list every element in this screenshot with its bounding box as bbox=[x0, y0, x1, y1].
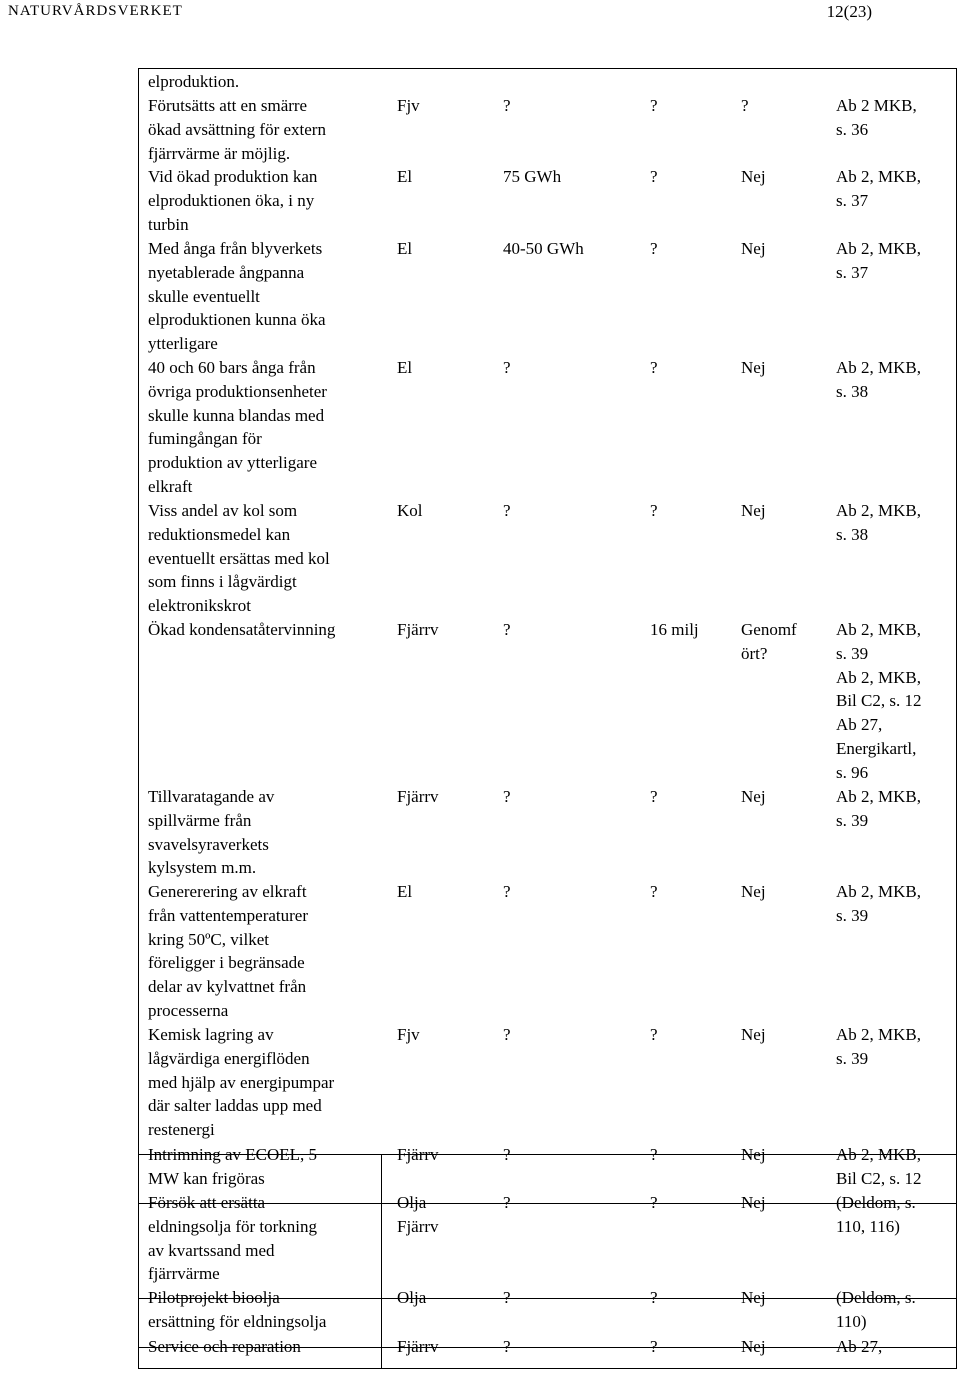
cell-measure: Viss andel av kol som bbox=[148, 501, 298, 520]
cell-ref: Energikartl, bbox=[836, 739, 917, 758]
cell-cost: 16 milj bbox=[650, 620, 699, 639]
cell-ref: s. 38 bbox=[836, 381, 869, 401]
cell-measure: skulle kunna blandas med bbox=[148, 405, 325, 425]
cell-cost: ? bbox=[650, 167, 658, 186]
cell-cost: ? bbox=[650, 1145, 658, 1164]
cell-amount: ? bbox=[503, 620, 511, 639]
cell-measure: som finns i lågvärdigt bbox=[148, 572, 297, 592]
cell-decided: Nej bbox=[741, 239, 766, 258]
cell-measure: nyetablerade ångpanna bbox=[148, 262, 305, 282]
cell-cost: ? bbox=[650, 358, 658, 377]
cell-measure: produktion av ytterligare bbox=[148, 453, 318, 473]
cell-measure: spillvärme från bbox=[148, 810, 252, 830]
cell-ref: Ab 2 MKB, bbox=[836, 96, 917, 115]
cell-measure: reduktionsmedel kan bbox=[148, 524, 291, 544]
cell-measure: eventuellt ersättas med kol bbox=[148, 548, 330, 568]
cell-measure: föreligger i begränsade bbox=[148, 953, 305, 973]
cell-ref: Ab 2, MKB, bbox=[836, 620, 922, 639]
cell-amount: ? bbox=[503, 1025, 511, 1044]
cell-amount: ? bbox=[503, 1193, 511, 1212]
cell-measure: elkraft bbox=[148, 477, 193, 496]
cell-measure: Med ånga från blyverkets bbox=[148, 239, 323, 258]
cell-measure: med hjälp av energipumpar bbox=[148, 1072, 335, 1092]
cell-amount: ? bbox=[503, 96, 511, 115]
cell-ref: Ab 2, MKB, bbox=[836, 501, 922, 520]
cell-ref: (Deldom, s. bbox=[836, 1193, 916, 1212]
cell-ref: Ab 2, MKB, bbox=[836, 1145, 922, 1164]
cell-decided: Nej bbox=[741, 882, 766, 901]
cell-measure: Kemisk lagring av bbox=[148, 1025, 274, 1044]
cell-decided: ört? bbox=[741, 643, 768, 663]
cell-type: El bbox=[397, 239, 413, 258]
cell-type: El bbox=[397, 882, 413, 901]
cell-measure: Intrimning av ECOEL, 5 bbox=[148, 1145, 318, 1164]
cell-measure: Genererering av elkraft bbox=[148, 882, 307, 901]
cell-measure: elektronikskrot bbox=[148, 596, 251, 616]
cell-measure: av kvartssand med bbox=[148, 1240, 275, 1260]
cell-decided: Nej bbox=[741, 167, 766, 186]
cell-decided: ? bbox=[741, 96, 749, 115]
cell-ref: 110, 116) bbox=[836, 1216, 900, 1236]
cell-ref: s. 96 bbox=[836, 762, 869, 782]
cell-decided: Nej bbox=[741, 1337, 766, 1356]
cell-ref: s. 38 bbox=[836, 524, 869, 544]
cell-measure: kylsystem m.m. bbox=[148, 858, 257, 878]
organization-name: NATURVÅRDSVERKET bbox=[8, 3, 183, 19]
cell-type: Fjärrv bbox=[397, 1145, 439, 1164]
cell-cost: ? bbox=[650, 1193, 658, 1212]
cell-decided: Nej bbox=[741, 501, 766, 520]
cell-type: El bbox=[397, 167, 413, 186]
cell-measure: fjärrvärme bbox=[148, 1264, 220, 1284]
cell-ref: Ab 2, MKB, bbox=[836, 239, 922, 258]
cell-amount: ? bbox=[503, 787, 511, 806]
cell-amount: 40-50 GWh bbox=[503, 239, 584, 258]
cell-measure: ökad avsättning för extern bbox=[148, 119, 326, 139]
cell-measure: Förutsätts att en smärre bbox=[148, 96, 308, 115]
cell-cost: ? bbox=[650, 787, 658, 806]
cell-measure: turbin bbox=[148, 214, 189, 234]
cell-measure: delar av kylvattnet från bbox=[148, 977, 307, 997]
cell-ref: Ab 2, MKB, bbox=[836, 667, 922, 687]
cell-decided: Nej bbox=[741, 787, 766, 806]
cell-ref: Ab 2, MKB, bbox=[836, 167, 922, 186]
cell-ref: s. 36 bbox=[836, 119, 869, 139]
cell-decided: Nej bbox=[741, 1145, 766, 1164]
cell-measure: Service och reparation bbox=[148, 1337, 301, 1356]
cell-amount: ? bbox=[503, 1288, 511, 1307]
cell-measure: ytterligare bbox=[148, 334, 218, 354]
cell-type: Kol bbox=[397, 501, 423, 520]
cell-measure: fumingångan för bbox=[148, 429, 262, 449]
cell-decided: Nej bbox=[741, 358, 766, 377]
column-divider bbox=[381, 1154, 382, 1369]
page-number: 12(23) bbox=[826, 2, 872, 21]
cell-ref: s. 37 bbox=[836, 190, 869, 210]
cell-type: El bbox=[397, 358, 413, 377]
cell-measure: kring 50ºC, vilket bbox=[148, 929, 269, 949]
cell-cost: ? bbox=[650, 1288, 658, 1307]
cell-ref: Ab 27, bbox=[836, 715, 883, 735]
cell-ref: Ab 2, MKB, bbox=[836, 787, 922, 806]
cell-type: Fjärrv bbox=[397, 620, 439, 639]
cell-measure: Tillvaratagande av bbox=[148, 787, 275, 806]
cell-measure: fjärrvärme är möjlig. bbox=[148, 143, 291, 163]
cell-measure: svavelsyraverkets bbox=[148, 834, 269, 854]
cell-measure: skulle eventuellt bbox=[148, 286, 260, 306]
cell-decided: Nej bbox=[741, 1025, 766, 1044]
cell-decided: Genomf bbox=[741, 620, 797, 639]
cell-ref: s. 37 bbox=[836, 262, 869, 282]
cell-ref: Ab 27, bbox=[836, 1337, 883, 1356]
cell-ref: (Deldom, s. bbox=[836, 1288, 916, 1307]
cell-type: Fjärrv bbox=[397, 1337, 439, 1356]
cell-measure: från vattentemperaturer bbox=[148, 905, 308, 925]
cell-decided: Nej bbox=[741, 1288, 766, 1307]
cell-cost: ? bbox=[650, 1337, 658, 1356]
cell-measure: restenergi bbox=[148, 1120, 215, 1140]
cell-amount: ? bbox=[503, 882, 511, 901]
cell-ref: s. 39 bbox=[836, 1048, 869, 1068]
cell-ref: 110) bbox=[836, 1311, 867, 1331]
cell-amount: ? bbox=[503, 1145, 511, 1164]
cell-measure: lågvärdiga energiflöden bbox=[148, 1048, 310, 1068]
cell-decided: Nej bbox=[741, 1193, 766, 1212]
cell-measure: ersättning för eldningsolja bbox=[148, 1311, 327, 1331]
cell-measure: elproduktionen kunna öka bbox=[148, 310, 326, 330]
cell-measure: Pilotprojekt bioolja bbox=[148, 1288, 280, 1307]
cell-measure: MW kan frigöras bbox=[148, 1168, 265, 1188]
cell-type: Fjärrv bbox=[397, 1216, 439, 1236]
cell-amount: ? bbox=[503, 501, 511, 520]
cell-ref: Bil C2, s. 12 bbox=[836, 691, 922, 711]
cell-measure: Ökad kondensatåtervinning bbox=[148, 620, 336, 639]
cell-amount: 75 GWh bbox=[503, 167, 562, 186]
cell-measure: 40 och 60 bars ånga från bbox=[148, 358, 316, 377]
cell-cost: ? bbox=[650, 1025, 658, 1044]
cell-ref: s. 39 bbox=[836, 810, 869, 830]
cell-cost: ? bbox=[650, 882, 658, 901]
cell-type: Fjärrv bbox=[397, 787, 439, 806]
cell-measure: övriga produktionsenheter bbox=[148, 381, 327, 401]
cell-type: Fjv bbox=[397, 96, 420, 115]
cell-type: Fjv bbox=[397, 1025, 420, 1044]
cell-measure: elproduktion. bbox=[148, 72, 240, 91]
cell-ref: Ab 2, MKB, bbox=[836, 882, 922, 901]
cell-measure: processerna bbox=[148, 1001, 229, 1020]
cell-amount: ? bbox=[503, 358, 511, 377]
cell-ref: Ab 2, MKB, bbox=[836, 1025, 922, 1044]
cell-cost: ? bbox=[650, 96, 658, 115]
cell-amount: ? bbox=[503, 1337, 511, 1356]
cell-type: Olja bbox=[397, 1288, 427, 1307]
cell-ref: s. 39 bbox=[836, 905, 869, 925]
cell-measure: elproduktionen öka, i ny bbox=[148, 190, 315, 210]
cell-measure: där salter laddas upp med bbox=[148, 1096, 322, 1116]
cell-type: Olja bbox=[397, 1193, 427, 1212]
cell-ref: Ab 2, MKB, bbox=[836, 358, 922, 377]
cell-measure: eldningsolja för torkning bbox=[148, 1216, 318, 1236]
cell-measure: Vid ökad produktion kan bbox=[148, 167, 318, 186]
cell-measure: Försök att ersätta bbox=[148, 1193, 266, 1212]
cell-cost: ? bbox=[650, 501, 658, 520]
cell-ref: Bil C2, s. 12 bbox=[836, 1168, 922, 1188]
cell-ref: s. 39 bbox=[836, 643, 869, 663]
cell-cost: ? bbox=[650, 239, 658, 258]
